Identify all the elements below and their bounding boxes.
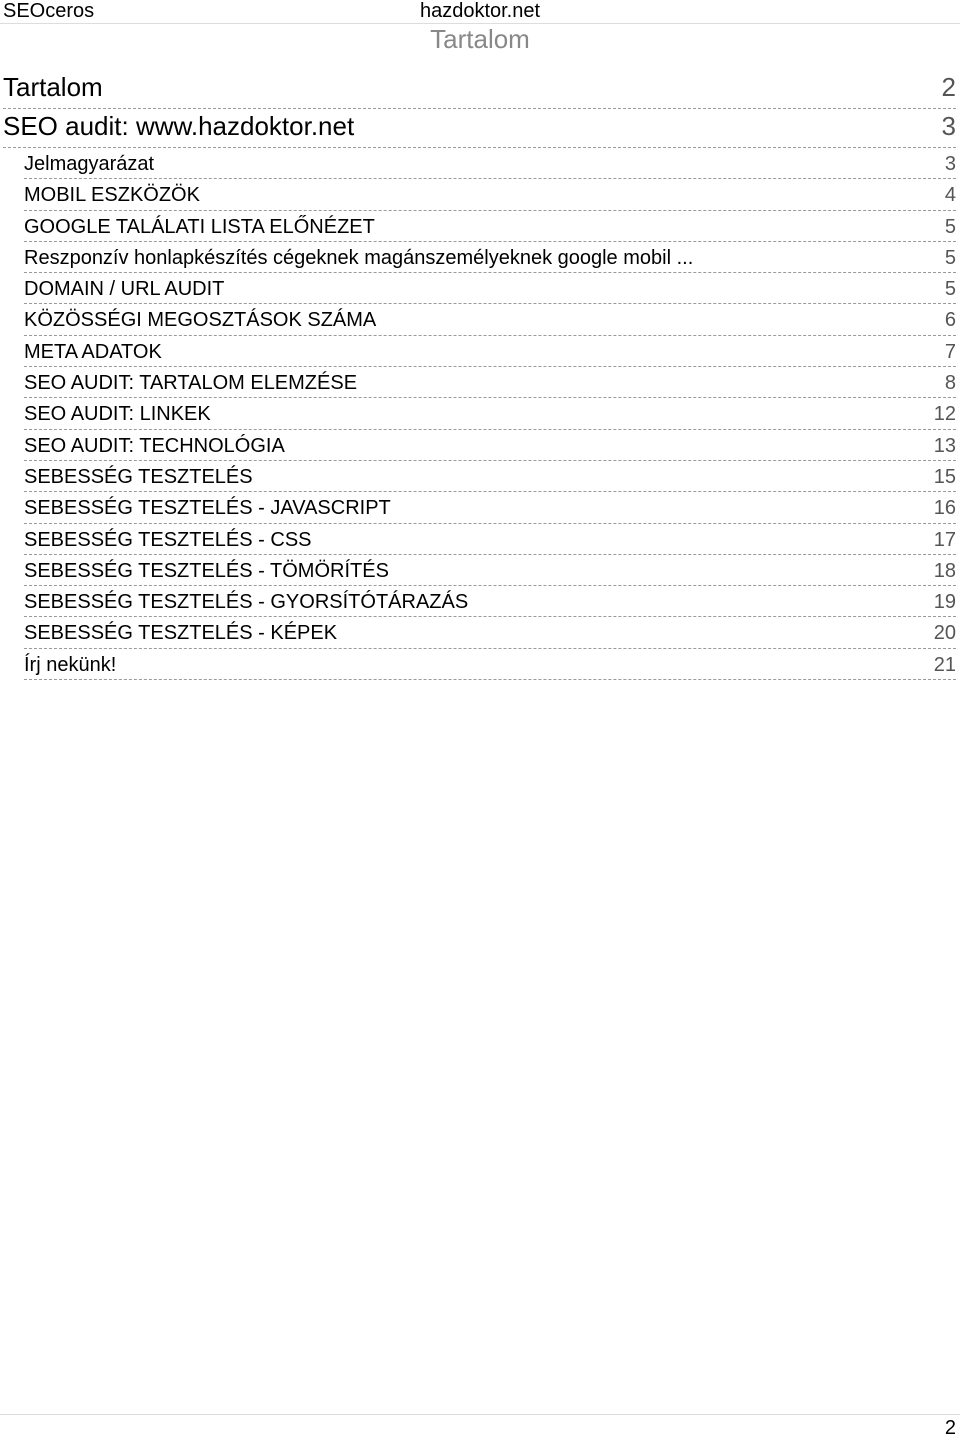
- toc-entry-title: Írj nekünk!: [24, 653, 117, 676]
- toc-entry[interactable]: [24, 273, 956, 304]
- toc-entry-page: 3: [941, 111, 956, 141]
- toc-entry-title: SEBESSÉG TESZTELÉS - KÉPEK: [24, 622, 338, 645]
- toc-entry-tartalom[interactable]: [3, 70, 956, 109]
- toc-entry-page: 16: [933, 497, 956, 520]
- toc-entry-page: 21: [933, 653, 956, 676]
- toc-entry-page: 13: [933, 434, 956, 457]
- toc-entry[interactable]: [24, 461, 956, 492]
- toc-entry[interactable]: [24, 148, 956, 179]
- toc-entry[interactable]: [24, 649, 956, 680]
- toc-entry-page: 2: [941, 72, 956, 102]
- toc-entry-title: DOMAIN / URL AUDIT: [24, 278, 225, 301]
- toc-entry-page: 7: [944, 340, 956, 363]
- toc-entry-title: SEO AUDIT: TECHNOLÓGIA: [24, 434, 285, 457]
- site-domain: hazdoktor.net: [419, 0, 541, 22]
- toc-entry-title: META ADATOK: [24, 340, 162, 363]
- toc-entry-title: KÖZÖSSÉGI MEGOSZTÁSOK SZÁMA: [24, 309, 377, 332]
- toc-entry-page: 3: [944, 153, 956, 175]
- toc-entry-title: SEO audit: www.hazdoktor.net: [3, 111, 355, 141]
- toc-entry-title: SEBESSÉG TESZTELÉS - TÖMÖRÍTÉS: [24, 559, 389, 582]
- toc-entry[interactable]: [24, 617, 956, 648]
- toc-entry[interactable]: [24, 304, 956, 335]
- toc-entry-page: 5: [944, 246, 956, 269]
- toc-entry-page: 6: [944, 309, 956, 332]
- page-header: [0, 0, 960, 24]
- toc-entry[interactable]: [24, 586, 956, 617]
- toc-entry-title: SEBESSÉG TESZTELÉS: [24, 465, 253, 488]
- toc-entry[interactable]: [24, 492, 956, 523]
- toc-entry-title: Jelmagyarázat: [24, 153, 155, 175]
- toc-entry[interactable]: [24, 430, 956, 461]
- toc-entry-title: SEO AUDIT: LINKEK: [24, 403, 211, 426]
- toc-entry-page: 15: [933, 465, 956, 488]
- toc-entry[interactable]: [24, 524, 956, 555]
- toc-entry-title: SEBESSÉG TESZTELÉS - CSS: [24, 528, 312, 551]
- toc-entry[interactable]: [24, 336, 956, 367]
- toc-entry-title: Tartalom: [3, 72, 103, 102]
- toc-entry[interactable]: [24, 555, 956, 586]
- toc-entry[interactable]: [24, 179, 956, 210]
- toc-entry-title: SEBESSÉG TESZTELÉS - GYORSÍTÓTÁRAZÁS: [24, 591, 469, 614]
- table-of-contents: [0, 70, 960, 680]
- toc-entry-title: Reszponzív honlapkészítés cégeknek magánszemélyeknek google mobil ...: [24, 246, 694, 269]
- toc-entry-page: 20: [933, 622, 956, 645]
- toc-entry-title: SEBESSÉG TESZTELÉS - JAVASCRIPT: [24, 497, 391, 520]
- toc-entry-page: 12: [933, 403, 956, 426]
- toc-entry[interactable]: [24, 242, 956, 273]
- site-brand: SEOceros: [3, 0, 95, 22]
- toc-entry-title: SEO AUDIT: TARTALOM ELEMZÉSE: [24, 372, 358, 395]
- page-footer: [0, 1414, 960, 1438]
- page-number: 2: [944, 1417, 956, 1439]
- toc-entry[interactable]: [24, 211, 956, 242]
- toc-entry[interactable]: [24, 367, 956, 398]
- toc-entry-page: 5: [944, 278, 956, 301]
- toc-entry-page: 19: [933, 591, 956, 614]
- toc-entry-page: 8: [944, 372, 956, 395]
- toc-entry-page: 17: [933, 528, 956, 551]
- toc-entry[interactable]: [24, 398, 956, 429]
- toc-entry-seo-audit[interactable]: [3, 109, 956, 148]
- toc-entry-page: 4: [944, 184, 956, 207]
- toc-entry-page: 18: [933, 559, 956, 582]
- toc-entry-title: GOOGLE TALÁLATI LISTA ELŐNÉZET: [24, 215, 375, 238]
- toc-entry-page: 5: [944, 215, 956, 238]
- page-title: Tartalom: [430, 24, 530, 54]
- toc-entry-title: MOBIL ESZKÖZÖK: [24, 184, 200, 207]
